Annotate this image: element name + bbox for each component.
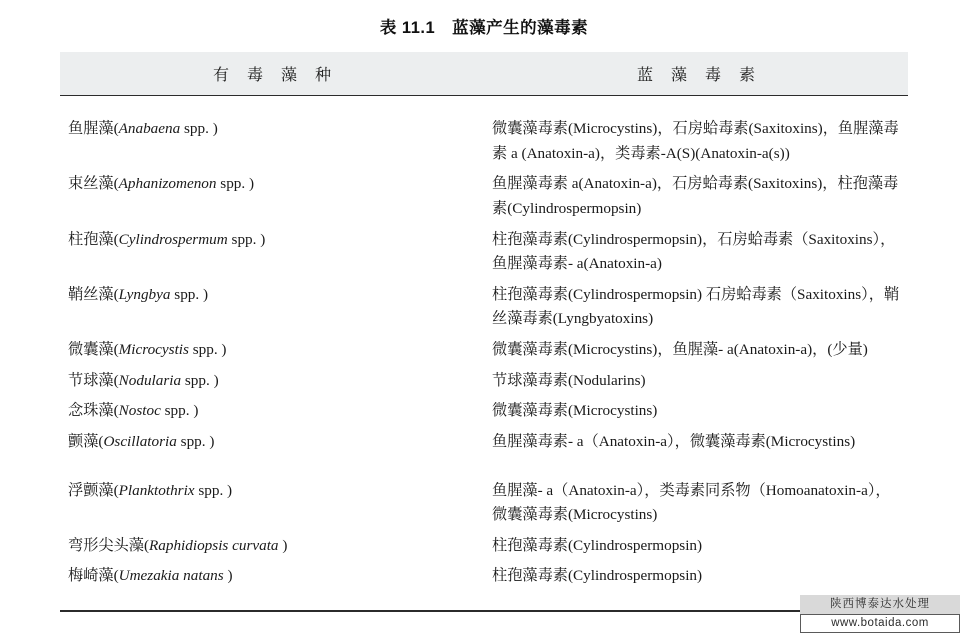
table-row (60, 169, 908, 224)
spacer-left (60, 458, 484, 476)
table-row (60, 280, 908, 335)
species-cell (60, 280, 484, 335)
table-row (60, 561, 908, 592)
toxin-cell: 柱孢藻毒素(Cylindrospermopsin) (492, 536, 703, 554)
toxin-cell: 柱孢藻毒素(Cylindrospermopsin) 石房蛤毒素（Saxitoxins），鞘丝藻毒素(Lyngbyatoxins) (492, 285, 900, 328)
species-name-tail: ) (278, 536, 288, 554)
bottom-rule-left (60, 592, 484, 611)
species-name-latin: Nodularia (118, 371, 182, 389)
species-name-tail: spp. ) (160, 402, 199, 420)
species-name-cn: 鞘丝藻( (68, 285, 119, 303)
table-row (60, 476, 908, 531)
toxin-cell: 微囊藻毒素(Microcystins) (492, 402, 658, 420)
species-name-tail: spp. ) (227, 230, 266, 248)
table-row (60, 225, 908, 280)
species-name-cn: 鱼腥藻( (68, 120, 119, 137)
rule-left (60, 96, 484, 115)
species-name-tail: ) (223, 567, 233, 585)
species-name-latin: Planktothrix (118, 481, 195, 499)
species-name-tail: spp. ) (194, 481, 233, 499)
species-name-tail: spp. ) (188, 341, 227, 358)
toxin-cell: 鱼腥藻毒素 a(Anatoxin-a)，石房蛤毒素(Saxitoxins)，柱孢藻毒素(Cylindrospermopsin) (492, 175, 899, 217)
species-cell (60, 561, 484, 592)
species-name-latin: Oscillatoria (103, 432, 177, 450)
table-header-row (60, 52, 908, 96)
table-row (60, 396, 908, 427)
table-row (60, 366, 908, 397)
table-bottom-rule-row (60, 592, 908, 611)
species-name-latin: Nostoc (118, 402, 161, 420)
toxin-cell: 柱孢藻毒素(Cylindrospermopsin) (492, 567, 703, 585)
species-name-cn: 念珠藻( (68, 402, 119, 420)
species-name-latin: Microcystis (118, 341, 189, 358)
species-name-cn: 柱孢藻( (68, 230, 119, 248)
table-row (60, 427, 908, 458)
species-name-latin: Cylindrospermum (118, 230, 228, 248)
toxin-cell: 微囊藻毒素(Microcystins)，石房蛤毒素(Saxitoxins)，鱼腥藻毒素 a (Anatoxin-a)，类毒素-A(S)(Anatoxin-a(s)) (492, 120, 899, 162)
species-name-cn: 束丝藻( (68, 175, 119, 193)
toxin-cell: 微囊藻毒素(Microcystins)，鱼腥藻- a(Anatoxin-a)，(少量) (492, 341, 868, 358)
species-cell (60, 225, 484, 280)
watermark-url: www.botaida.com (800, 614, 960, 633)
watermark (800, 595, 960, 634)
species-name-cn: 弯形尖头藻( (68, 536, 149, 554)
column-header-toxins: 蓝 藻 毒 素 (636, 67, 762, 84)
table-row (60, 531, 908, 562)
species-name-tail: spp. ) (170, 285, 209, 303)
rule-right (484, 96, 908, 115)
species-cell (60, 114, 484, 169)
header-rule-row (60, 96, 908, 115)
species-name-cn: 浮颤藻( (68, 481, 119, 499)
table-row (60, 335, 908, 366)
toxin-cell: 柱孢藻毒素(Cylindrospermopsin)，石房蛤毒素（Saxitoxins），鱼腥藻毒素- a(Anatoxin-a) (492, 230, 896, 273)
species-name-latin: Umezakia natans (118, 567, 224, 585)
species-cell (60, 396, 484, 427)
column-header-species: 有 毒 藻 种 (212, 67, 338, 84)
species-name-cn: 梅崎藻( (68, 567, 119, 585)
species-name-tail: spp. ) (216, 175, 255, 193)
species-name-cn: 颤藻( (68, 432, 104, 450)
species-cell (60, 476, 484, 531)
species-name-tail: spp. ) (176, 432, 215, 450)
toxin-cell: 节球藻毒素(Nodularins) (492, 371, 646, 389)
species-cell (60, 531, 484, 562)
species-name-cn: 节球藻( (68, 371, 119, 389)
table-row (60, 114, 908, 169)
group-spacer-row (60, 458, 908, 476)
species-name-tail: spp. ) (181, 371, 219, 389)
species-name-latin: Anabaena (118, 120, 181, 137)
spacer-right (484, 458, 908, 476)
species-name-latin: Raphidiopsis curvata (149, 536, 279, 554)
toxin-cell: 鱼腥藻- a（Anatoxin-a），类毒素同系物（Homoanatoxin-a），微囊藻毒素(Microcystins) (492, 481, 891, 524)
toxin-table (60, 52, 908, 612)
species-cell (60, 427, 484, 458)
species-name-latin: Lyngbya (118, 285, 171, 303)
species-cell (60, 366, 484, 397)
species-name-latin: Aphanizomenon (118, 175, 217, 193)
toxin-cell: 鱼腥藻毒素- a（Anatoxin-a），微囊藻毒素(Microcystins) (492, 432, 856, 450)
table-title: 表 11.1 蓝藻产生的藻毒素 (379, 19, 589, 37)
species-cell (60, 335, 484, 366)
watermark-company: 陕西博泰达水处理 (800, 595, 960, 614)
species-name-cn: 微囊藻( (68, 341, 119, 358)
species-cell (60, 169, 484, 224)
species-name-tail: spp. ) (180, 120, 218, 137)
